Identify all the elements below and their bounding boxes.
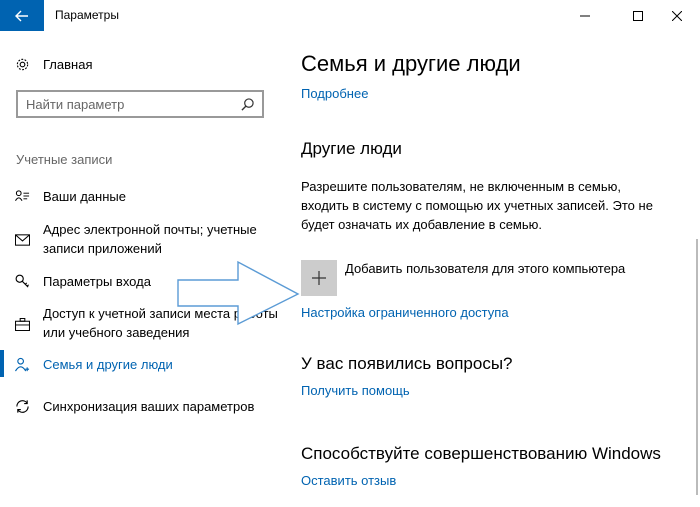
- close-icon: [672, 11, 682, 21]
- scrollbar[interactable]: [696, 239, 698, 495]
- sidebar-item-label: Адрес электронной почты; учетные записи приложений: [43, 222, 257, 256]
- annotation-arrow: [176, 258, 302, 328]
- search-icon: [241, 98, 254, 111]
- page-title: Семья и другие люди: [301, 51, 521, 76]
- add-user-label[interactable]: Добавить пользователя для этого компьютера: [345, 261, 626, 276]
- get-help-link[interactable]: Получить помощь: [301, 383, 410, 398]
- key-icon: [14, 273, 30, 289]
- sidebar-item-label: Главная: [43, 57, 93, 72]
- close-button[interactable]: [654, 0, 700, 31]
- sidebar-item-label: Параметры входа: [43, 274, 151, 289]
- other-people-description: Разрешите пользователям, не включенным в семью, входить в систему с помощью их учетных записей. Это не будет означать их добавление в семью.: [301, 179, 653, 232]
- sidebar-item-label: Доступ к учетной записи места работы или учебного заведения: [43, 306, 278, 340]
- feedback-heading: Способствуйте совершенствованию Windows: [301, 444, 661, 463]
- sidebar-item-home[interactable]: [0, 54, 282, 74]
- feedback-link[interactable]: Оставить отзыв: [301, 473, 397, 488]
- sidebar-item-label: Ваши данные: [43, 189, 126, 204]
- search-placeholder: Найти параметр: [26, 97, 125, 112]
- restricted-access-link[interactable]: Настройка ограниченного доступа: [301, 305, 509, 320]
- people-icon: [14, 356, 30, 372]
- minimize-icon: [580, 11, 590, 21]
- window-title: Параметры: [55, 8, 119, 22]
- questions-heading: У вас появились вопросы?: [301, 354, 513, 373]
- minimize-button[interactable]: [562, 0, 608, 31]
- sidebar-item-sync[interactable]: [0, 396, 282, 416]
- maximize-icon: [633, 11, 643, 21]
- sidebar-item-label: Семья и другие люди: [43, 357, 173, 372]
- sidebar-item-email[interactable]: [0, 220, 282, 260]
- more-info-link[interactable]: Подробнее: [301, 86, 369, 101]
- sidebar-item-your-info[interactable]: [0, 186, 282, 206]
- briefcase-icon: [14, 316, 30, 332]
- title-bar: [0, 0, 700, 31]
- section-label: Учетные записи: [16, 152, 113, 167]
- search-input[interactable]: [16, 90, 264, 118]
- person-card-icon: [14, 188, 30, 204]
- sync-icon: [14, 398, 30, 414]
- gear-icon: [14, 56, 30, 72]
- mail-icon: [14, 232, 30, 248]
- back-button[interactable]: [0, 0, 44, 31]
- other-people-heading: Другие люди: [301, 139, 402, 158]
- sidebar-item-family[interactable]: [0, 354, 282, 374]
- back-arrow-icon: [15, 10, 29, 22]
- main-content: [282, 31, 700, 507]
- add-user-button[interactable]: [301, 260, 337, 296]
- sidebar-item-label: Синхронизация ваших параметров: [43, 399, 255, 414]
- plus-icon: [311, 270, 327, 286]
